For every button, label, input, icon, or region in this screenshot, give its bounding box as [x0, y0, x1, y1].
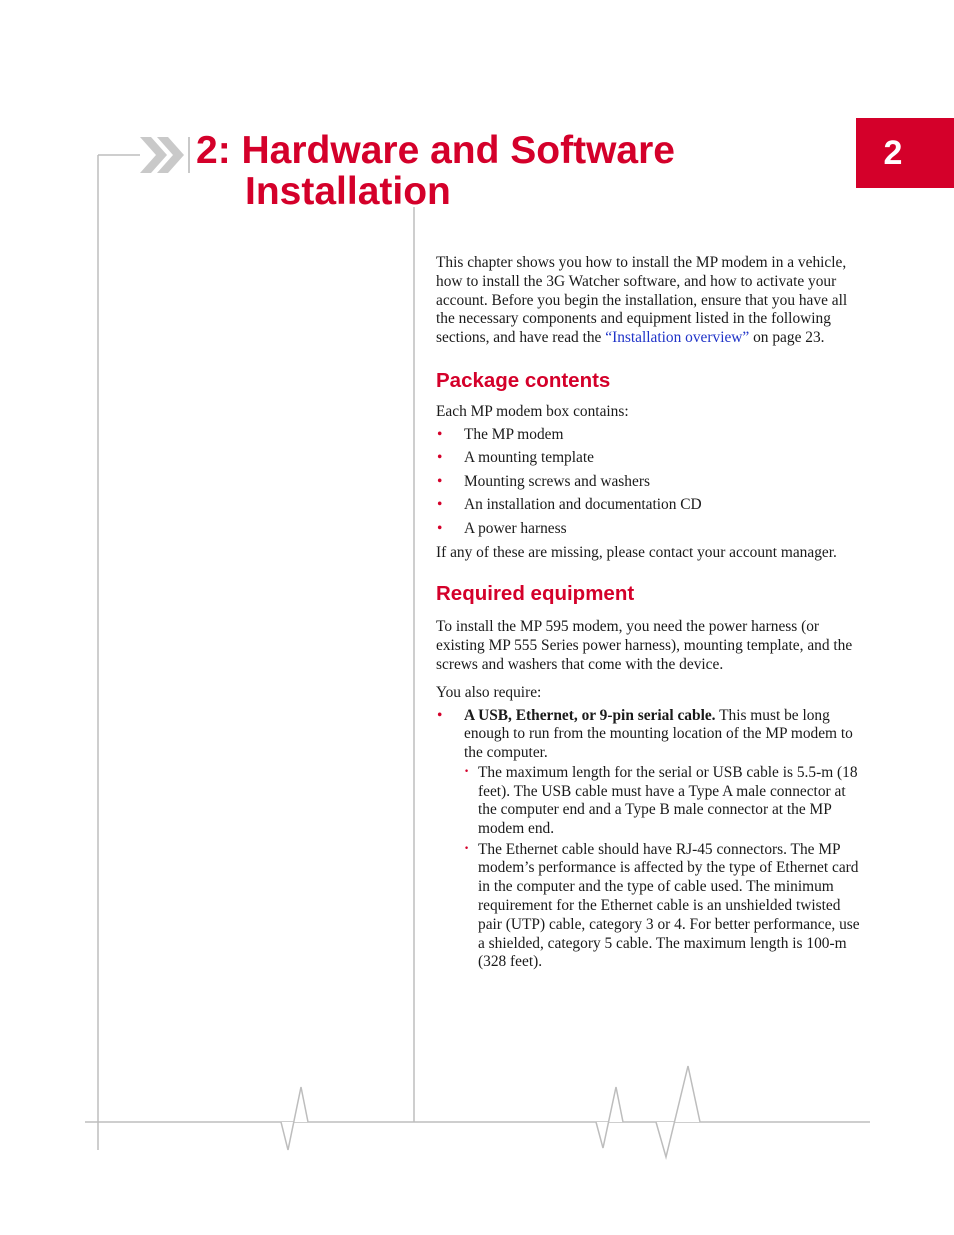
chapter-title-line1: 2: Hardware and Software	[196, 129, 675, 172]
list-item: • A mounting template	[436, 449, 868, 468]
cable-sub-list	[464, 764, 868, 972]
intro-text: This chapter shows you how to install the MP modem in a vehicle, how to install the 3G Watcher software, and how to activate your account. Before you begin the installation, ensure that you have all the necessary components and equipment listed in the following sections, and have read the	[436, 254, 848, 347]
chapter-title	[196, 130, 796, 212]
sub-list-item: · The maximum length for the serial or USB cable is 5.5-m (18 feet). The USB cable must have a Type A male connector at the computer end and a Type B male connector at the MP modem end.	[464, 764, 868, 839]
sub-list-item: · The Ethernet cable should have RJ-45 connectors. The MP modem’s performance is affected by the type of Ethernet card in the computer and the type of cable used. The minimum requirement for the Ethernet cable is an unshielded twisted pair (UTP) cable, category 3 or 4. For better performance, use a shielded, category 5 cable. The maximum length is 100-m (328 feet).	[464, 841, 868, 973]
package-contents-footer: If any of these are missing, please contact your account manager.	[436, 543, 837, 561]
list-item: • Mounting screws and washers	[436, 473, 868, 492]
list-item	[436, 707, 868, 973]
main-content	[436, 252, 868, 972]
required-equipment-heading: Required equipment	[436, 582, 635, 606]
list-item: • The MP modem	[436, 426, 868, 445]
intro-text-end: on page 23.	[749, 329, 825, 347]
cable-item-title: A USB, Ethernet, or 9-pin serial cable.	[464, 706, 716, 724]
signal-wave-icon	[281, 1066, 700, 1157]
required-equipment-para: To install the MP 595 modem, you need the power harness (or existing MP 555 Series power harness), mounting template, and the screws and washers that come with the device.	[436, 618, 853, 673]
installation-overview-link[interactable]: “Installation overview”	[605, 329, 750, 347]
package-contents-lead: Each MP modem box contains:	[436, 402, 629, 420]
list-item: • An installation and documentation CD	[436, 496, 868, 515]
chapter-number-tab	[856, 118, 954, 188]
chapter-title-line2: Installation	[245, 170, 451, 213]
required-items-list	[436, 707, 868, 973]
cable-item-text: This must be long enough to run from the mounting location of the MP modem to the computer.	[464, 706, 853, 762]
chapter-number: 2	[883, 133, 903, 172]
chevron-arrows-icon	[140, 137, 190, 173]
package-contents-list	[436, 426, 868, 539]
intro-paragraph	[436, 254, 868, 348]
package-contents-heading: Package contents	[436, 368, 611, 392]
you-also-require: You also require:	[436, 683, 542, 701]
list-item: • A power harness	[436, 520, 868, 539]
